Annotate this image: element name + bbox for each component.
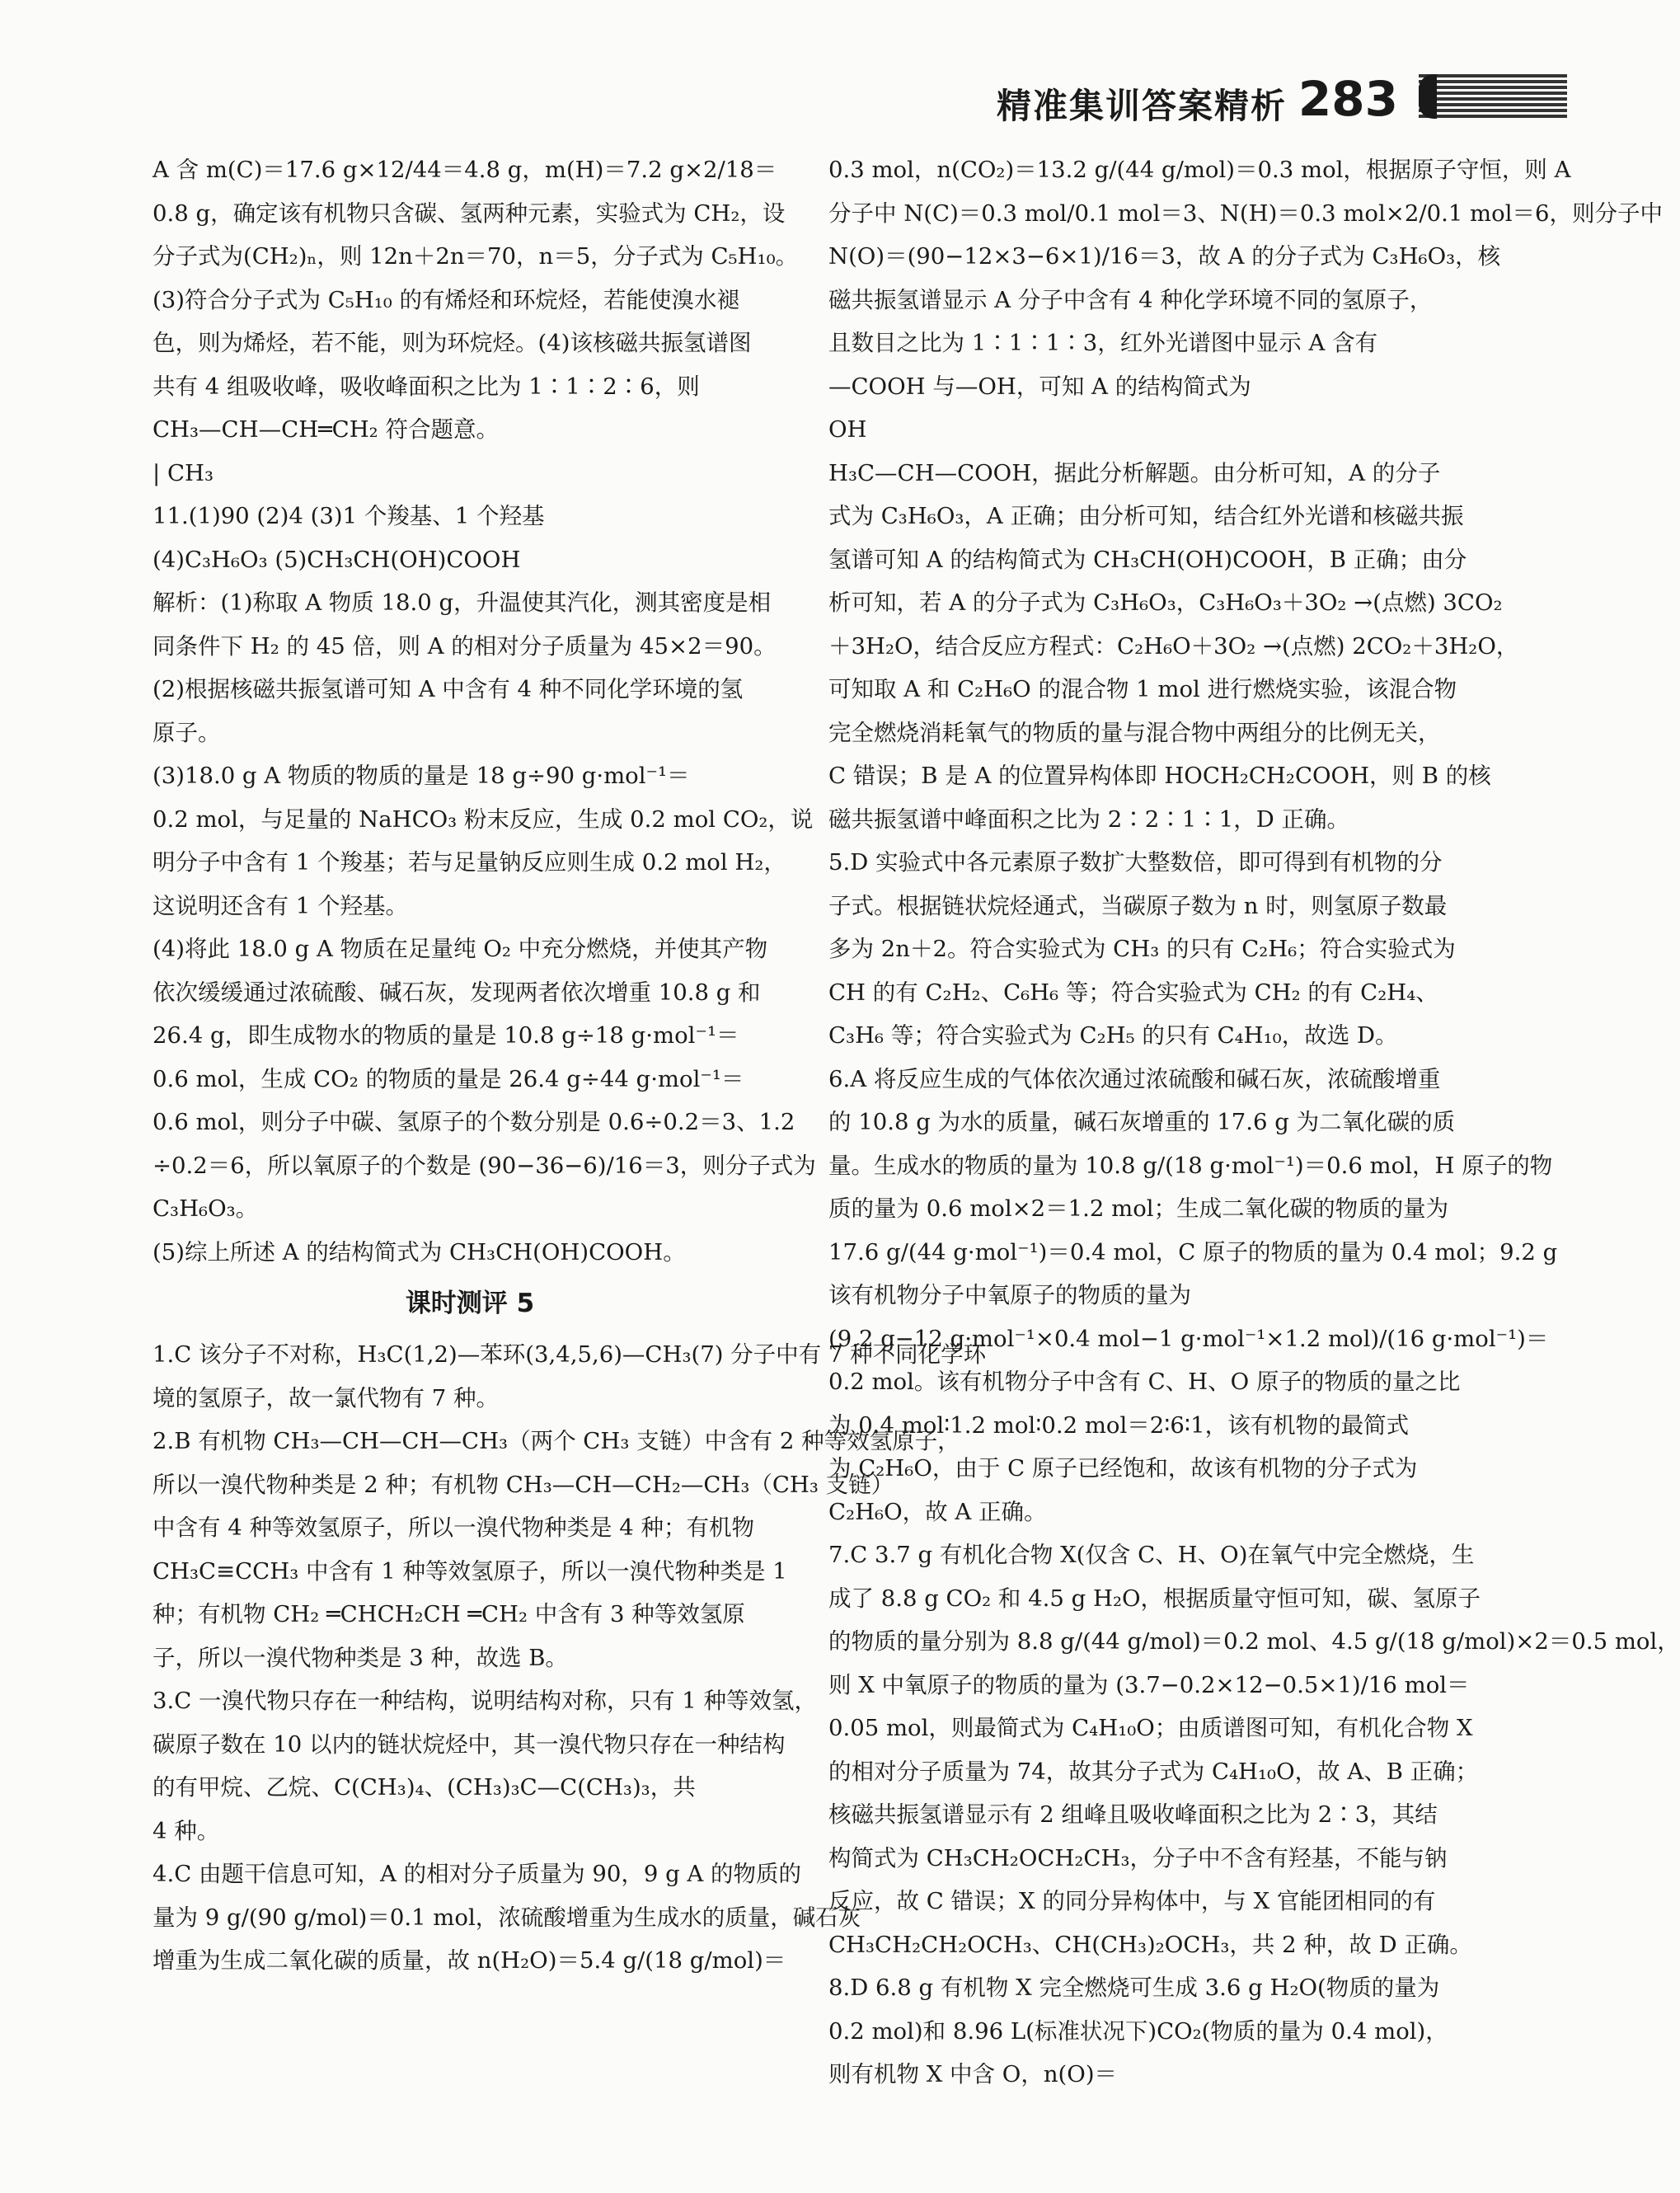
- text-line: (5)综上所述 A 的结构简式为 CH₃CH(OH)COOH。: [153, 1238, 686, 1266]
- text-line: 4 种。: [153, 1817, 220, 1844]
- text-line: H₃C—CH—COOH，据此分析解题。由分析可知，A 的分子: [828, 459, 1441, 486]
- text-line: 6.A 将反应生成的气体依次通过浓硫酸和碱石灰，浓硫酸增重: [828, 1065, 1441, 1092]
- text-line: 共有 4 组吸收峰，吸收峰面积之比为 1∶1∶2∶6，则: [153, 373, 700, 400]
- text-line: 式为 C₃H₆O₃，A 正确；由分析可知，结合红外光谱和核磁共振: [828, 503, 1464, 529]
- text-line: 0.3 mol，n(CO₂)＝13.2 g/(44 g/mol)＝0.3 mol，根据原子守恒，则 A: [828, 157, 1571, 183]
- text-line: 4.C 由题干信息可知，A 的相对分子质量为 90，9 g A 的物质的: [153, 1861, 802, 1887]
- text-line: 的相对分子质量为 74，故其分子式为 C₄H₁₀O，故 A、B 正确；: [828, 1758, 1479, 1785]
- text-line: 2.B 有机物 CH₃—CH—CH—CH₃（两个 CH₃ 支链）中含有 2 种等效氢原子，: [153, 1428, 960, 1454]
- text-line: CH₃C≡CCH₃ 中含有 1 种等效氢原子，所以一溴代物种类是 1: [153, 1557, 787, 1585]
- text-line: 核磁共振氢谱显示有 2 组峰且吸收峰面积之比为 2∶3，其结: [828, 1801, 1438, 1828]
- text-line: 分子式为(CH₂)ₙ，则 12n＋2n＝70，n＝5，分子式为 C₅H₁₀。: [153, 243, 799, 270]
- text-line: C₃H₆O₃。: [153, 1195, 259, 1222]
- text-line: N(O)＝(90−12×3−6×1)/16＝3，故 A 的分子式为 C₃H₆O₃，核: [828, 243, 1501, 270]
- text-line: (4)将此 18.0 g A 物质在足量纯 O₂ 中充分燃烧，并使其产物: [153, 936, 768, 962]
- text-line: 量为 9 g/(90 g/mol)＝0.1 mol，浓硫酸增重为生成水的质量，碱石灰: [153, 1904, 861, 1931]
- text-line: 所以一溴代物种类是 2 种；有机物 CH₃—CH—CH₂—CH₃（CH₃ 支链）: [153, 1471, 894, 1498]
- text-line: 则 X 中氧原子的物质的量为 (3.7−0.2×12−0.5×1)/16 mol＝: [828, 1671, 1470, 1698]
- text-line: 同条件下 H₂ 的 45 倍，则 A 的相对分子质量为 45×2＝90。: [153, 632, 777, 660]
- text-line: 的有甲烷、乙烷、C(CH₃)₄、(CH₃)₃C—C(CH₃)₃，共: [153, 1774, 696, 1801]
- text-line: 这说明还含有 1 个羟基。: [153, 892, 408, 919]
- text-line: 1.C 该分子不对称，H₃C(1,2)—苯环(3,4,5,6)—CH₃(7) 分子中有 7 种不同化学环: [153, 1341, 987, 1368]
- text-line: 5.D 实验式中各元素原子数扩大整数倍，即可得到有机物的分: [828, 849, 1443, 876]
- header-title: 精准集训答案精析: [996, 86, 1287, 126]
- text-line: C₃H₆ 等；符合实验式为 C₂H₅ 的只有 C₄H₁₀，故选 D。: [828, 1022, 1398, 1049]
- text-line: (4)C₃H₆O₃ (5)CH₃CH(OH)COOH: [153, 546, 521, 573]
- page-number: 283: [1298, 71, 1398, 127]
- text-line: ÷0.2＝6，所以氧原子的个数是 (90−36−6)/16＝3，则分子式为: [153, 1152, 816, 1179]
- text-line: 氢谱可知 A 的结构简式为 CH₃CH(OH)COOH，B 正确；由分: [828, 546, 1467, 573]
- text-line: ＋3H₂O，结合反应方程式：C₂H₆O＋3O₂ →(点燃) 2CO₂＋3H₂O，: [828, 632, 1519, 660]
- text-line: A 含 m(C)＝17.6 g×12/44＝4.8 g，m(H)＝7.2 g×2/18＝: [153, 157, 777, 183]
- text-line: 11.(1)90 (2)4 (3)1 个羧基、1 个羟基: [153, 503, 545, 529]
- text-line: 磁共振氢谱中峰面积之比为 2∶2∶1∶1，D 正确。: [828, 805, 1350, 833]
- text-line: 该有机物分子中氧原子的物质的量为: [828, 1282, 1191, 1308]
- text-line: CH 的有 C₂H₂、C₆H₆ 等；符合实验式为 CH₂ 的有 C₂H₄、: [828, 979, 1438, 1006]
- text-line: —COOH 与—OH，可知 A 的结构简式为: [828, 373, 1251, 400]
- text-line: C 错误；B 是 A 的位置异构体即 HOCH₂CH₂COOH，则 B 的核: [828, 763, 1491, 789]
- text-line: 则有机物 X 中含 O，n(O)＝: [828, 2061, 1118, 2087]
- text-line: 且数目之比为 1∶1∶1∶3，红外光谱图中显示 A 含有: [828, 330, 1378, 356]
- text-line: 构简式为 CH₃CH₂OCH₂CH₃，分子中不含有羟基，不能与钠: [828, 1844, 1448, 1871]
- text-line: 3.C 一溴代物只存在一种结构，说明结构对称，只有 1 种等效氢，: [153, 1688, 817, 1714]
- text-line: 0.2 mol)和 8.96 L(标准状况下)CO₂(物质的量为 0.4 mol)，: [828, 2017, 1448, 2045]
- text-line: 量。生成水的物质的量为 10.8 g/(18 g·mol⁻¹)＝0.6 mol，H 原子的物: [828, 1152, 1553, 1179]
- text-line: 成了 8.8 g CO₂ 和 4.5 g H₂O，根据质量守恒可知，碳、氢原子: [828, 1585, 1481, 1612]
- text-line: 8.D 6.8 g 有机物 X 完全燃烧可生成 3.6 g H₂O(物质的量为: [828, 1975, 1440, 2001]
- text-line: 0.6 mol，则分子中碳、氢原子的个数分别是 0.6÷0.2＝3、1.2: [153, 1109, 795, 1135]
- text-line: 为 C₂H₆O，由于 C 原子已经饱和，故该有机物的分子式为: [828, 1455, 1418, 1482]
- text-line: 依次缓缓通过浓硫酸、碱石灰，发现两者依次增重 10.8 g 和: [153, 979, 761, 1006]
- text-line: 质的量为 0.6 mol×2＝1.2 mol；生成二氧化碳的物质的量为: [828, 1195, 1449, 1222]
- text-line: 7.C 3.7 g 有机化合物 X(仅含 C、H、O)在氧气中完全燃烧，生: [828, 1542, 1475, 1568]
- text-line: 子式。根据链状烷烃通式，当碳原子数为 n 时，则氢原子数最: [828, 892, 1448, 919]
- text-line: (9.2 g−12 g·mol⁻¹×0.4 mol−1 g·mol⁻¹×1.2 mol)/(16 g·mol⁻¹)＝: [828, 1325, 1549, 1352]
- text-line: | CH₃: [153, 459, 214, 486]
- page-header: [0, 49, 1567, 127]
- text-line: 磁共振氢谱显示 A 分子中含有 4 种化学环境不同的氢原子，: [828, 286, 1433, 313]
- text-line: 0.2 mol。该有机物分子中含有 C、H、O 原子的物质的量之比: [828, 1369, 1461, 1395]
- text-line: 增重为生成二氧化碳的质量，故 n(H₂O)＝5.4 g/(18 g/mol)＝: [153, 1947, 786, 1974]
- text-line: 原子。: [153, 719, 221, 746]
- text-line: 析可知，若 A 的分子式为 C₃H₆O₃，C₃H₆O₃＋3O₂ →(点燃) 3CO₂: [828, 589, 1503, 616]
- text-line: 完全燃烧消耗氧气的物质的量与混合物中两组分的比例无关，: [828, 719, 1441, 746]
- right-column-text: [828, 148, 1680, 2097]
- text-line: 中含有 4 种等效氢原子，所以一溴代物种类是 4 种；有机物: [153, 1514, 754, 1541]
- text-line: C₂H₆O，故 A 正确。: [828, 1498, 1047, 1525]
- text-line: 分子中 N(C)＝0.3 mol/0.1 mol＝3、N(H)＝0.3 mol×2/0.1 mol＝6，则分子中: [828, 200, 1663, 227]
- text-line: 境的氢原子，故一氯代物有 7 种。: [153, 1384, 499, 1411]
- text-line: CH₃CH₂CH₂OCH₃、CH(CH₃)₂OCH₃，共 2 种，故 D 正确。: [828, 1931, 1472, 1958]
- text-line: 的物质的量分别为 8.8 g/(44 g/mol)＝0.2 mol、4.5 g/(18 g/mol)×2＝0.5 mol，: [828, 1628, 1680, 1655]
- text-line: 0.05 mol，则最简式为 C₄H₁₀O；由质谱图可知，有机化合物 X: [828, 1715, 1473, 1741]
- text-line: OH: [828, 416, 867, 443]
- text-line: 0.8 g，确定该有机物只含碳、氢两种元素，实验式为 CH₂，设: [153, 200, 786, 227]
- text-line: (3)18.0 g A 物质的物质的量是 18 g÷90 g·mol⁻¹＝: [153, 763, 690, 789]
- text-line: 碳原子数在 10 以内的链状烷烃中，其一溴代物只存在一种结构: [153, 1730, 786, 1758]
- text-line: 解析：(1)称取 A 物质 18.0 g，升温使其汽化，测其密度是相: [153, 589, 772, 616]
- text-line: 子，所以一溴代物种类是 3 种，故选 B。: [153, 1644, 568, 1671]
- section-title: 课时测评 5: [405, 1289, 535, 1318]
- text-line: 26.4 g，即生成物水的物质的量是 10.8 g÷18 g·mol⁻¹＝: [153, 1022, 739, 1049]
- header-decoration: [1419, 74, 1567, 119]
- text-line: 种；有机物 CH₂ ═CHCH₂CH ═CH₂ 中含有 3 种等效氢原: [153, 1601, 745, 1627]
- text-line: 0.6 mol，生成 CO₂ 的物质的量是 26.4 g÷44 g·mol⁻¹＝: [153, 1065, 744, 1092]
- text-line: 17.6 g/(44 g·mol⁻¹)＝0.4 mol，C 原子的物质的量为 0.4 mol；9.2 g: [828, 1238, 1558, 1266]
- right-column: [828, 148, 1680, 2097]
- text-line: 为 0.4 mol∶1.2 mol∶0.2 mol＝2∶6∶1，该有机物的最简式: [828, 1411, 1410, 1439]
- text-line: CH₃—CH—CH═CH₂ 符合题意。: [153, 416, 499, 443]
- text-line: 明分子中含有 1 个羧基；若与足量钠反应则生成 0.2 mol H₂，: [153, 849, 786, 876]
- text-line: 多为 2n＋2。符合实验式为 CH₃ 的只有 C₂H₆；符合实验式为: [828, 936, 1456, 962]
- text-line: (3)符合分子式为 C₅H₁₀ 的有烯烃和环烷烃，若能使溴水褪: [153, 286, 740, 313]
- text-line: 色，则为烯烃，若不能，则为环烷烃。(4)该核磁共振氢谱图: [153, 330, 752, 356]
- text-line: 的 10.8 g 为水的质量，碱石灰增重的 17.6 g 为二氧化碳的质: [828, 1109, 1456, 1135]
- text-line: 反应，故 C 错误；X 的同分异构体中，与 X 官能团相同的有: [828, 1888, 1436, 1914]
- text-line: 可知取 A 和 C₂H₆O 的混合物 1 mol 进行燃烧实验，该混合物: [828, 676, 1457, 702]
- text-line: 0.2 mol，与足量的 NaHCO₃ 粉末反应，生成 0.2 mol CO₂，说: [153, 805, 814, 833]
- text-line: (2)根据核磁共振氢谱可知 A 中含有 4 种不同化学环境的氢: [153, 676, 744, 702]
- left-column-text: [153, 148, 816, 1274]
